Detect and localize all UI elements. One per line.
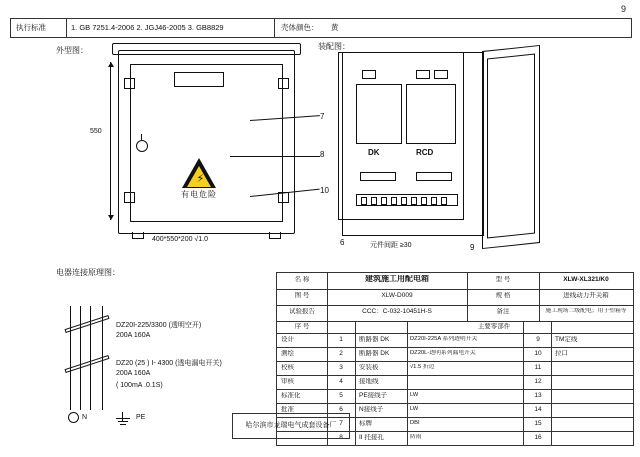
part-no-7: 7 <box>339 420 343 427</box>
cabinet-foot <box>269 232 281 239</box>
standard-label: 执行标准 <box>16 23 46 32</box>
schematic-line-5: ( 100mA .0.1S) <box>116 382 163 389</box>
assembly-view-drawing <box>330 44 550 249</box>
page-number: 9 <box>620 4 626 14</box>
part-no-5: 5 <box>339 392 343 399</box>
row-label-spec: 规 格 <box>495 292 511 299</box>
part-rno-3: 11 <box>534 364 542 371</box>
schematic-line-2: 200A 160A <box>116 332 151 339</box>
cabinet-foot <box>132 232 144 239</box>
breaker-rcd-label: RCD <box>416 148 434 157</box>
part-name-7: 标牌 <box>359 420 372 427</box>
role-check: 校核 <box>281 364 294 371</box>
caption-wiring: 电器连接原理图： <box>56 268 120 277</box>
schematic-line-3: DZ20 (25 ) I- 4300 (透电漏电开关) <box>116 360 222 367</box>
part-no-4: 4 <box>339 378 343 385</box>
caption-assembly: 装配图： <box>318 42 350 51</box>
row-value-note: 施工现场二级配电；用于塑箱等 <box>545 308 627 314</box>
outer-size-note: 400*550*200 √1.0 <box>152 236 209 243</box>
part-model-3: √1.5 折边 <box>410 364 435 370</box>
leader-number-10: 10 <box>320 186 329 195</box>
part-name-5: PE接线子 <box>359 392 388 399</box>
hinge-icon <box>278 78 289 89</box>
terminal-n-label: N <box>82 414 88 421</box>
part-name-3: 安装板 <box>359 364 379 371</box>
row-label-note: 备注 <box>496 308 510 315</box>
manufacturer-block: 哈尔滨市龙瑞电气成套设备厂 <box>232 413 350 439</box>
breaker-dk-body <box>356 84 402 144</box>
part-name-6: N接线子 <box>359 406 384 413</box>
part-model-2: DZ20L-透明系列漏电开关 <box>410 350 476 356</box>
hinge-icon <box>124 192 135 203</box>
role-review: 审核 <box>281 378 294 385</box>
height-dimension-label: 550 <box>90 128 102 135</box>
row-label-test: 试验报告 <box>289 308 315 315</box>
color-value: 黄 <box>331 23 339 32</box>
row-value-model: XLW-XL321/K0 <box>563 276 609 283</box>
part-name-4: 接地线 <box>359 378 379 385</box>
main-parts-title: 主要零部件 <box>477 323 511 330</box>
part-name-1: 断路器 DK <box>359 336 390 343</box>
outer-view-drawing <box>90 50 293 243</box>
part-rno-1: 9 <box>536 336 540 343</box>
nameplate-window <box>174 72 224 87</box>
part-model-7: DBI <box>410 420 420 426</box>
part-name-2: 断路器 DK <box>359 350 390 357</box>
row-value-drawing: XLW-D009 <box>381 292 413 299</box>
schematic-line-1: DZ20I-225/3300 (透明空开) <box>116 322 202 329</box>
part-rno-7: 15 <box>534 420 542 427</box>
role-design: 设计 <box>281 336 294 343</box>
leader-number-6: 6 <box>340 238 345 247</box>
part-rname-2: 拉口 <box>555 350 568 357</box>
caption-outer: 外型图： <box>56 46 88 55</box>
row-label-name: 名 称 <box>294 276 310 283</box>
part-no-1: 1 <box>339 336 343 343</box>
toggle-handle-icon <box>434 70 448 79</box>
leader-number-8: 8 <box>320 150 325 159</box>
terminal-n-icon <box>68 412 79 423</box>
part-rno-6: 14 <box>534 406 542 413</box>
row-value-test: CCC：C-032-10451H-S <box>362 308 432 315</box>
component-spacing-note: 元件间距 ≥30 <box>370 242 412 249</box>
role-draft: 测绘 <box>281 350 294 357</box>
part-rno-8: 16 <box>534 434 542 441</box>
part-model-8: 防雨 <box>410 434 422 440</box>
terminal-strip-right <box>416 172 452 181</box>
leader-number-9: 9 <box>470 243 475 252</box>
row-label-drawing: 图 号 <box>294 292 310 299</box>
row-value-spec: 进线动力开关箱 <box>563 292 609 299</box>
part-model-5: LW <box>410 392 419 398</box>
bottom-terminal-block <box>356 194 458 206</box>
danger-warning-sign <box>174 158 224 206</box>
leader-number-7: 7 <box>320 112 325 121</box>
part-name-8: II 托接孔 <box>359 434 384 441</box>
part-model-1: DZ20I-225A 系列透明开关 <box>410 336 478 342</box>
part-rname-1: TM定线 <box>555 336 578 343</box>
color-label: 壳体颜色： <box>281 23 319 32</box>
part-no-2: 2 <box>339 350 343 357</box>
height-dimension-line <box>110 62 111 220</box>
warning-triangle-icon <box>182 158 216 188</box>
part-model-6: LW <box>410 406 419 412</box>
hinge-icon <box>124 78 135 89</box>
row-value-name: 建筑施工用配电箱 <box>365 275 429 283</box>
warning-label: 有电危险 <box>181 190 217 199</box>
terminal-pe-label: PE <box>136 414 146 421</box>
row-label-model: 型 号 <box>495 276 511 283</box>
lightning-bolt-icon: ⚡ <box>196 173 205 185</box>
part-rno-2: 10 <box>534 350 542 357</box>
terminal-strip-left <box>360 172 396 181</box>
part-no-3: 3 <box>339 364 343 371</box>
seq-header: 序 号 <box>294 323 310 330</box>
part-rno-4: 12 <box>534 378 542 385</box>
toggle-handle-icon <box>416 70 430 79</box>
part-rno-5: 13 <box>534 392 542 399</box>
toggle-handle-icon <box>362 70 376 79</box>
part-no-6: 6 <box>339 406 343 413</box>
breaker-rcd-body <box>406 84 456 144</box>
open-door-inner <box>487 53 535 238</box>
schematic-line-4: 200A 160A <box>116 370 151 377</box>
breaker-dk-label: DK <box>368 148 380 157</box>
door-handle <box>136 140 148 152</box>
part-no-8: 8 <box>339 434 343 441</box>
standards-header <box>10 18 632 38</box>
role-standardize: 标准化 <box>281 392 301 399</box>
role-approve: 批准 <box>281 406 294 413</box>
standard-list: 1. GB 7251.4-2006 2. JGJ46-2005 3. GB8829 <box>71 23 224 32</box>
leader-line <box>230 156 320 157</box>
